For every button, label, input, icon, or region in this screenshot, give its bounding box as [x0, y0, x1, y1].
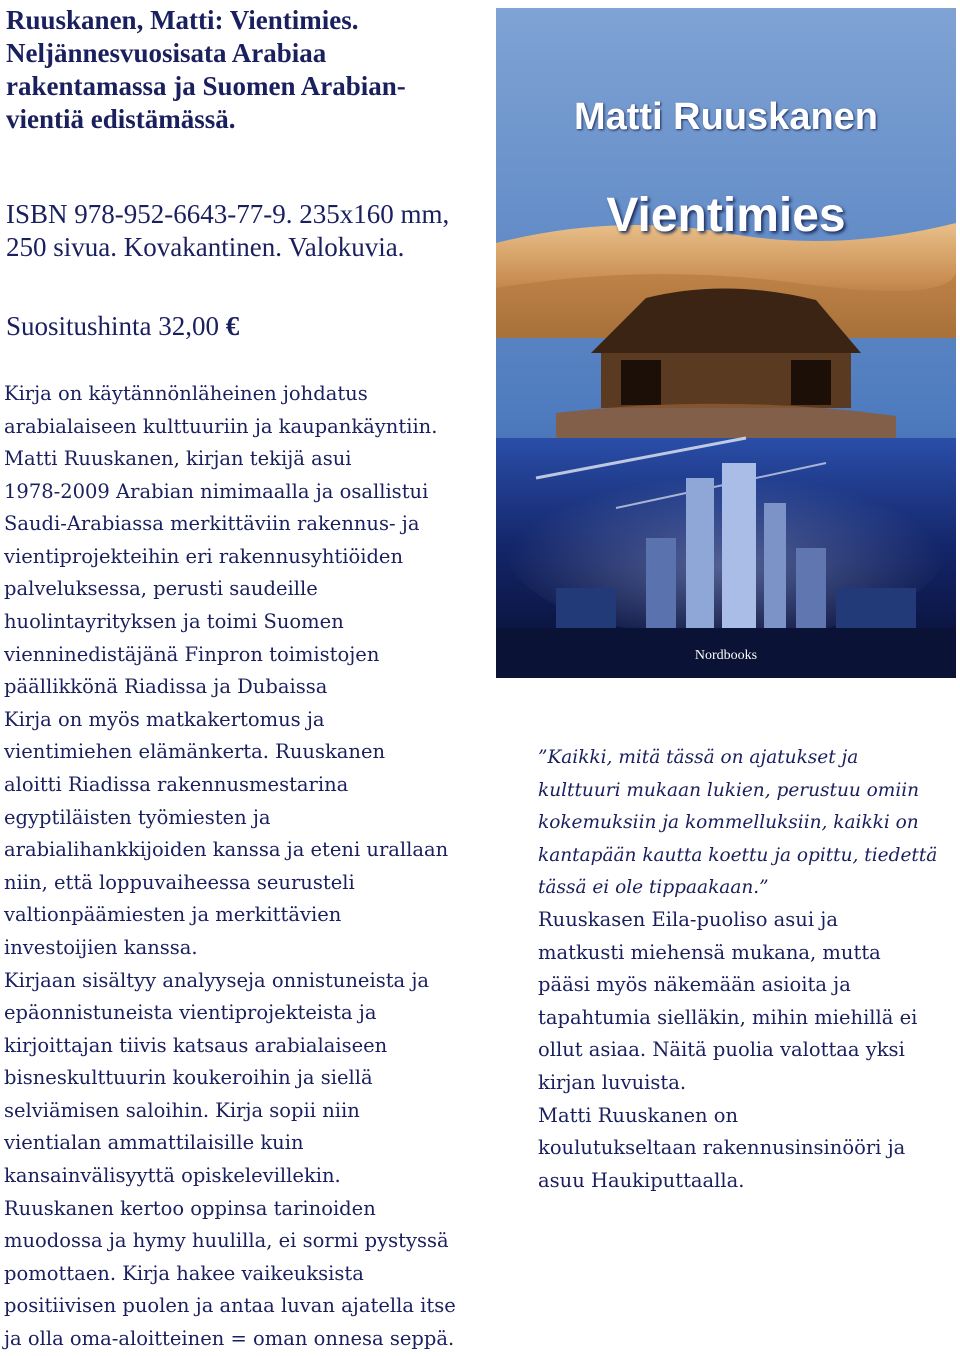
body-line: kirjoittajan tiivis katsaus arabialaiseen — [4, 1033, 388, 1057]
body-line: niin, että loppuvaiheessa seurusteli — [4, 870, 355, 894]
isbn-line: 250 sivua. Kovakantinen. Valokuvia. — [6, 232, 405, 262]
cover-author: Matti Ruuskanen — [573, 96, 879, 138]
body-line: egyptiläisten työmiesten ja — [4, 805, 271, 829]
author-quote — [538, 742, 956, 905]
body-line: valtionpäämiesten ja merkittävien — [4, 903, 342, 927]
right-body-line: Matti Ruuskanen on — [538, 1103, 739, 1127]
price — [6, 310, 239, 343]
body-line: palveluksessa, perusti saudeille — [4, 577, 318, 601]
right-body-line: ollut asiaa. Näitä puolia valottaa yksi — [538, 1038, 905, 1062]
quote-line: kokemuksiin ja kommelluksiin, kaikki on — [538, 812, 919, 834]
description-text — [4, 443, 494, 1356]
quote-line: kantapään kautta koettu ja opittu, tiedettä — [538, 844, 938, 866]
right-body-line: Ruuskasen Eila-puoliso asui ja — [538, 908, 838, 931]
body-line: pomottaen. Kirja hakee vaikeuksista — [4, 1261, 364, 1285]
spouse-paragraph — [538, 904, 956, 1197]
right-body-line: matkusti miehensä mukana, mutta — [538, 940, 881, 964]
quote-line: kulttuuri mukaan lukien, perustuu omiin — [538, 779, 920, 801]
body-line: Matti Ruuskanen, kirjan tekijä asui — [4, 447, 352, 470]
body-line: muodossa ja hymy huulilla, ei sormi pystyssä — [4, 1229, 449, 1253]
quote-line: ”Kaikki, mitä tässä on ajatukset ja — [538, 747, 859, 768]
quote-line: tässä ei ole tippaakaan.” — [538, 877, 769, 899]
body-line: Ruuskanen kertoo oppinsa tarinoiden — [4, 1196, 376, 1220]
body-line: 1978-2009 Arabian nimimaalla ja osallistui — [4, 479, 429, 503]
body-line: selviämisen saloihin. Kirja sopii niin — [4, 1098, 360, 1122]
body-line: vientimiehen elämänkerta. Ruuskanen — [4, 740, 386, 764]
body-line: arabialihankkijoiden kanssa ja eteni urallaan — [4, 838, 449, 862]
body-line: päällikkönä Riadissa ja Dubaissa — [4, 675, 328, 699]
title-line: Neljännesvuosisata Arabiaa — [6, 38, 327, 68]
body-line: vienninedistäjänä Finpron toimistojen — [4, 642, 380, 666]
book-cover-image — [496, 8, 956, 678]
body-line: positiivisen puolen ja antaa luvan ajatella itse — [4, 1294, 456, 1318]
body-line: investoijien kanssa. — [4, 935, 198, 959]
intro-line: arabialaiseen kulttuuriin ja kaupankäyntiin. — [4, 414, 438, 438]
intro-line: Kirja on käytännönläheinen johdatus — [4, 382, 368, 405]
title-line: rakentamassa ja Suomen Arabian- — [6, 71, 406, 101]
cover-publisher: Nordbooks — [694, 648, 758, 663]
price-currency: € — [225, 311, 240, 341]
book-title-block — [6, 4, 476, 136]
price-label: Suositushinta 32,00 — [6, 311, 220, 341]
body-line: epäonnistuneista vientiprojekteista ja — [4, 1001, 377, 1025]
body-line: Kirjaan sisältyy analyyseja onnistuneista ja — [4, 968, 430, 992]
title-line: Ruuskanen, Matti: Vientimies. — [6, 5, 359, 35]
right-body-line: pääsi myös näkemään asioita ja — [538, 973, 851, 997]
body-line: bisneskulttuurin koukeroihin ja siellä — [4, 1066, 373, 1090]
right-body-line: tapahtumia sielläkin, mihin miehillä ei — [538, 1005, 918, 1029]
intro-paragraph — [4, 378, 494, 443]
isbn-line: ISBN 978-952-6643-77-9. 235x160 mm, — [6, 199, 450, 229]
isbn-block — [6, 198, 486, 264]
right-body-line: koulutukseltaan rakennusinsinööri ja — [538, 1136, 906, 1160]
body-line: vientialan ammattilaisille kuin — [4, 1131, 304, 1155]
body-line: Saudi-Arabiassa merkittäviin rakennus- ja — [4, 512, 420, 536]
body-line: ja olla oma-aloitteinen = oman onnesa seppä. — [4, 1327, 455, 1351]
body-line: aloitti Riadissa rakennusmestarina — [4, 772, 349, 796]
body-line: huolintayrityksen ja toimi Suomen — [4, 609, 344, 633]
cover-title: Vientimies — [606, 189, 846, 242]
right-body-line: asuu Haukiputtaalla. — [538, 1168, 745, 1192]
body-line: kansainvälisyyttä opiskelevillekin. — [4, 1164, 341, 1188]
title-line: vientiä edistämässä. — [6, 104, 236, 134]
body-line: vientiprojekteihin eri rakennusyhtiöiden — [4, 544, 404, 568]
right-body-line: kirjan luvuista. — [538, 1070, 687, 1094]
body-line: Kirja on myös matkakertomus ja — [4, 707, 325, 731]
